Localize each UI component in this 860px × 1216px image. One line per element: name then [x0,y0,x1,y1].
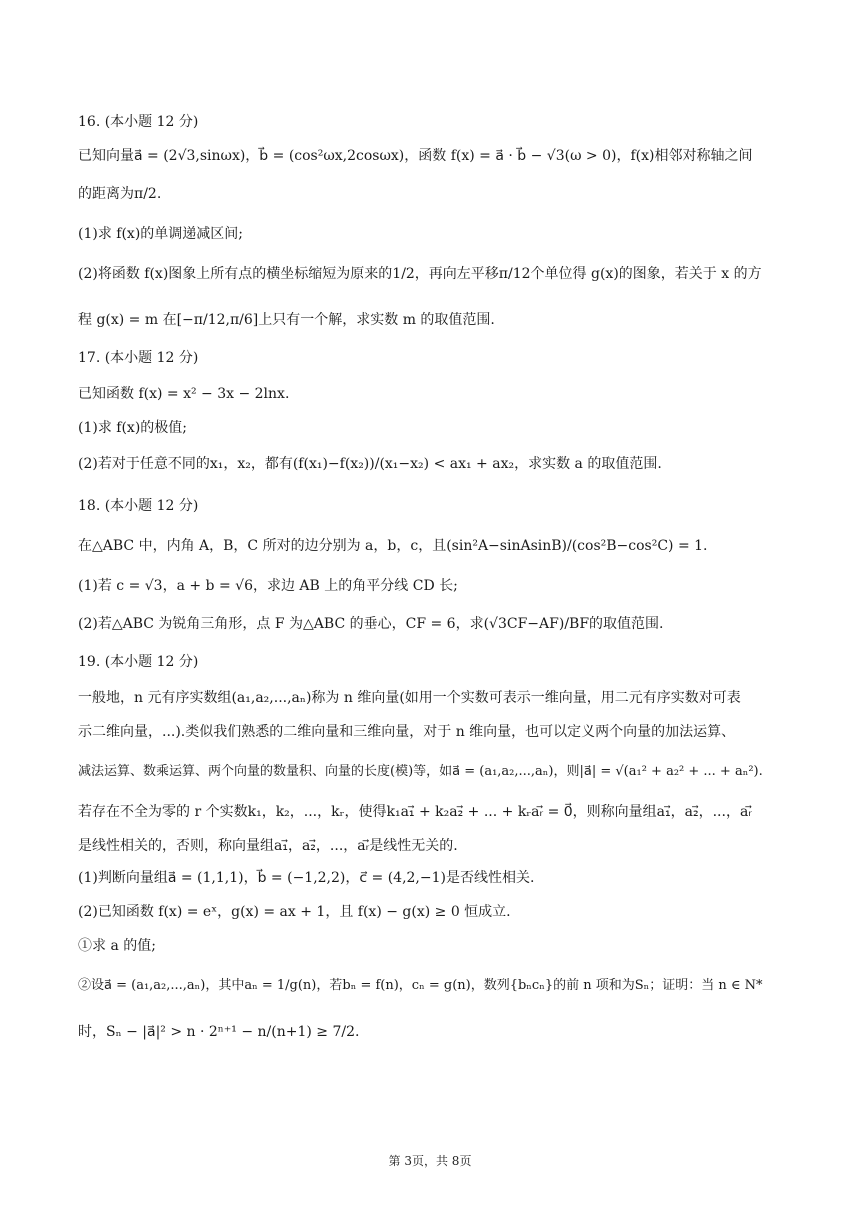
problem-19-line-2: 示二维向量，...).类似我们熟悉的二维向量和三维向量，对于 n 维向量，也可以定义两个向量的加法运算、 [78,724,736,740]
problem-19-line-4: 若存在不全为零的 r 个实数k₁，k₂，...，kᵣ，使得k₁a₁⃗ + k₂a₂⃗ + ... + kᵣaᵣ⃗ = 0⃗，则称向量组a₁⃗，a₂⃗，...，aᵣ⃗ [78,804,752,820]
problem-16-line-2: 的距离为π/2. [78,186,162,202]
page-footer: 第 3页，共 8页 [388,1154,472,1168]
problem-17-line-2: (1)求 f(x)的极值; [78,420,187,436]
problem-16-line-3: (1)求 f(x)的单调递减区间; [78,226,243,242]
problem-16-line-5: 程 g(x) = m 在[−π/12,π/6]上只有一个解，求实数 m 的取值范围. [78,312,495,328]
problem-19-line-10: 时，Sₙ − |a⃗|² > n · 2ⁿ⁺¹ − n/(n+1) ≥ 7/2. [78,1024,360,1040]
problem-19-line-5: 是线性相关的，否则，称向量组a₁⃗，a₂⃗，...，aᵣ⃗是线性无关的. [78,838,458,854]
problem-19-line-9: ②设a⃗ = (a₁,a₂,...,aₙ)，其中aₙ = 1/g(n)，若bₙ = f(n)，cₙ = g(n)，数列{bₙcₙ}的前 n 项和为Sₙ；证明：当 n ∈ N* [78,978,763,993]
problem-19-line-1: 一般地，n 元有序实数组(a₁,a₂,...,aₙ)称为 n 维向量(如用一个实数可表示一维向量，用二元有序实数对可表 [78,690,741,706]
problem-16-line-4: (2)将函数 f(x)图象上所有点的横坐标缩短为原来的1/2，再向左平移π/12个单位得 g(x)的图象，若关于 x 的方 [78,266,762,282]
problem-19-line-8: ①求 a 的值; [78,938,156,954]
problem-17-line-3: (2)若对于任意不同的x₁，x₂，都有(f(x₁)−f(x₂))/(x₁−x₂) < ax₁ + ax₂，求实数 a 的取值范围. [78,456,662,472]
problem-17-line-1: 已知函数 f(x) = x² − 3x − 2lnx. [78,386,290,402]
problem-19-line-7: (2)已知函数 f(x) = eˣ，g(x) = ax + 1，且 f(x) − g(x) ≥ 0 恒成立. [78,904,511,920]
problem-16-line-1: 已知向量a⃗ = (2√3,sinωx)，b⃗ = (cos²ωx,2cosωx)，函数 f(x) = a⃗ · b⃗ − √3(ω > 0)，f(x)相邻对称轴之间 [78,148,753,164]
problem-18-line-3: (2)若△ABC 为锐角三角形，点 F 为△ABC 的垂心，CF = 6，求(√3CF−AF)/BF的取值范围. [78,616,664,632]
problem-19-header: 19. (本小题 12 分) [78,654,199,670]
problem-17-header: 17. (本小题 12 分) [78,350,199,366]
problem-16-header: 16. (本小题 12 分) [78,114,199,130]
problem-18-header: 18. (本小题 12 分) [78,498,199,514]
problem-18-line-1: 在△ABC 中，内角 A，B，C 所对的边分别为 a，b，c，且(sin²A−sinAsinB)/(cos²B−cos²C) = 1. [78,538,708,554]
problem-19-line-3: 减法运算、数乘运算、两个向量的数量积、向量的长度(模)等，如a⃗ = (a₁,a₂,...,aₙ)，则|a⃗| = √(a₁² + a₂² + ... + aₙ²). [78,764,763,779]
problem-19-line-6: (1)判断向量组a⃗ = (1,1,1)，b⃗ = (−1,2,2)，c⃗ = (4,2,−1)是否线性相关. [78,870,535,886]
problem-18-line-2: (1)若 c = √3，a + b = √6，求边 AB 上的角平分线 CD 长; [78,578,458,594]
